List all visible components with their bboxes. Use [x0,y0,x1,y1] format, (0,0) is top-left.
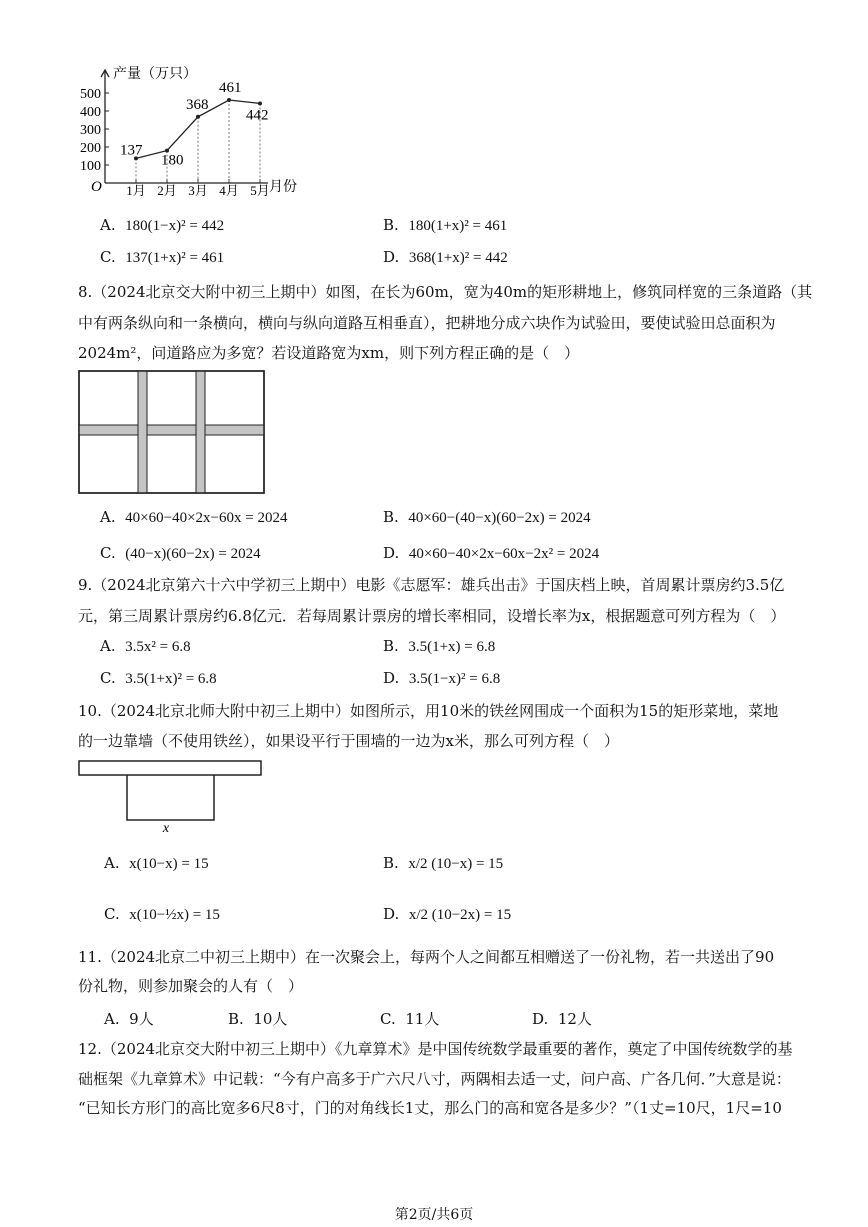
q8-option-b: B. 40×60−(40−x)(60−2x) = 2024 [383,508,591,526]
data-point [258,101,262,105]
data-label: 180 [161,152,184,169]
q12-text-line: 础框架《九章算术》中记载：“今有户高多于广六尺八寸，两隅相去适一丈，问户高、广各几何．”大意是说： [78,1070,791,1088]
x-tick-label: 1月 [126,183,146,198]
plot-side-label: x [162,821,170,836]
y-tick-label: 300 [80,123,101,138]
production-line-chart [78,60,318,205]
q7-option-a: A. 180(1−x)² = 442 [100,216,225,234]
q10-option-d: D. x/2 (10−2x) = 15 [383,905,512,923]
origin-label: O [91,179,102,195]
q7-option-d: D. 368(1+x)² = 442 [383,248,508,266]
q11-option-d: D. 12人 [532,1010,592,1028]
q8-option-d: D. 40×60−40×2x−60x−2x² = 2024 [383,544,600,562]
data-label: 368 [186,96,209,113]
x-axis-title: 月份 [269,180,297,195]
q7-option-c: C. 137(1+x)² = 461 [100,248,225,266]
q10-text-line: 的一边靠墙（不使用铁丝），如果设平行于围墙的一边为x米，那么可列方程（ ） [78,732,619,750]
farmland-road-figure [78,370,266,495]
y-tick-label: 100 [80,159,101,174]
q11-option-a: A. 9人 [104,1010,154,1028]
q11-option-c: C. 11人 [380,1010,440,1028]
data-label: 137 [120,142,143,159]
q11-option-b: B. 10人 [228,1010,288,1028]
q9-text-line: 元，第三周累计票房约6.8亿元．若每周累计票房的增长率相同，设增长率为x，根据题意可列方程为（ ） [78,607,786,625]
q10-option-a: A. x(10−x) = 15 [104,854,209,872]
q8-text-line: 2024m²，问道路应为多宽？若设道路宽为xm，则下列方程正确的是（ ） [78,344,580,362]
q10-option-b: B. x/2 (10−x) = 15 [383,854,504,872]
q9-option-d: D. 3.5(1−x)² = 6.8 [383,669,501,687]
y-axis-title: 产量（万只） [113,67,197,82]
q12-text-line: “已知长方形门的高比宽多6尺8寸，门的对角线长1丈，那么门的高和宽各是多少？”（1丈=10尺，1尺=10 [78,1099,782,1117]
q9-option-c: C. 3.5(1+x)² = 6.8 [100,669,217,687]
x-tick-label: 2月 [157,183,177,198]
y-tick-label: 400 [80,105,101,120]
vegetable-plot-figure [78,760,266,838]
q8-text-line: 中有两条纵向和一条横向，横向与纵向道路互相垂直），把耕地分成六块作为试验田，要使试验田总面积为 [78,314,776,332]
data-label: 442 [246,107,269,124]
y-tick-label: 200 [80,141,101,156]
q8-text-line: 8.（2024北京交大附中初三上期中）如图，在长为60m，宽为40m的矩形耕地上，修筑同样宽的三条道路（其 [78,283,813,301]
y-tick-label: 500 [80,87,101,102]
q9-option-b: B. 3.5(1+x) = 6.8 [383,637,496,655]
x-tick-label: 3月 [188,183,208,198]
q11-text-line: 份礼物，则参加聚会的人有（ ） [78,977,304,995]
q10-text-line: 10.（2024北京北师大附中初三上期中）如图所示，用10米的铁丝网围成一个面积为15的矩形菜地，菜地 [78,702,779,720]
q8-option-c: C. (40−x)(60−2x) = 2024 [100,544,261,562]
x-tick-label: 5月 [250,183,270,198]
x-tick-label: 4月 [219,183,239,198]
q12-text-line: 12.（2024北京交大附中初三上期中）《九章算术》是中国传统数学最重要的著作，奠定了中国传统数学的基 [78,1040,793,1058]
q11-text-line: 11.（2024北京二中初三上期中）在一次聚会上，每两个人之间都互相赠送了一份礼物，若一共送出了90 [78,948,775,966]
q7-option-b: B. 180(1+x)² = 461 [383,216,508,234]
data-point [227,98,231,102]
data-point [196,115,200,119]
q8-option-a: A. 40×60−40×2x−60x = 2024 [100,508,288,526]
data-label: 461 [219,80,242,97]
page-number-footer: 第2页/共6页 [394,1207,474,1223]
q10-option-c: C. x(10−½x) = 15 [104,905,220,923]
q9-option-a: A. 3.5x² = 6.8 [100,637,191,655]
q9-text-line: 9.（2024北京第六十六中学初三上期中）电影《志愿军：雄兵出击》于国庆档上映，首周累计票房约3.5亿 [78,576,785,594]
